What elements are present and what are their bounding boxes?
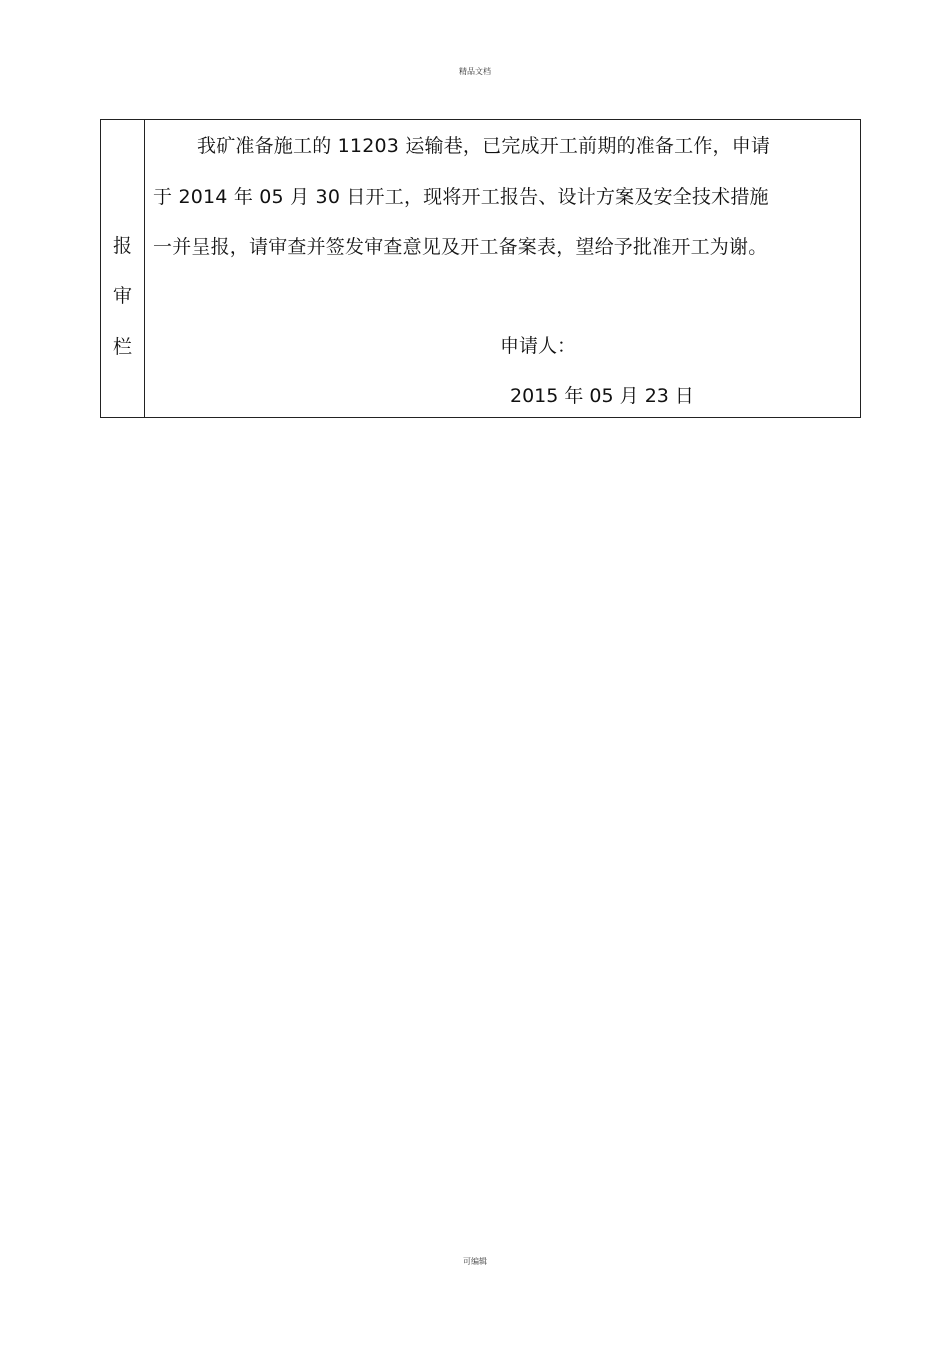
label-char-shen: 审 <box>112 285 132 307</box>
header-note: 精品文档 <box>459 67 491 76</box>
body-line-1: 我矿准备施工的 11203 运输巷，已完成开工前期的准备工作，申请 <box>197 135 771 157</box>
sign-date: 2015 年 05 月 23 日 <box>510 385 694 407</box>
body-line-3: 一并呈报，请审查并签发审查意见及开工备案表，望给予批准开工为谢。 <box>153 236 768 258</box>
label-column <box>101 120 145 417</box>
body-line-2: 于 2014 年 05 月 30 日开工，现将开工报告、设计方案及安全技术措施 <box>153 186 769 208</box>
footer-note: 可编辑 <box>463 1257 487 1266</box>
content-column <box>145 120 860 417</box>
label-char-lan: 栏 <box>112 336 132 358</box>
applicant-label: 申请人： <box>500 335 577 357</box>
label-char-bao: 报 <box>112 235 132 257</box>
report-table <box>100 119 861 418</box>
